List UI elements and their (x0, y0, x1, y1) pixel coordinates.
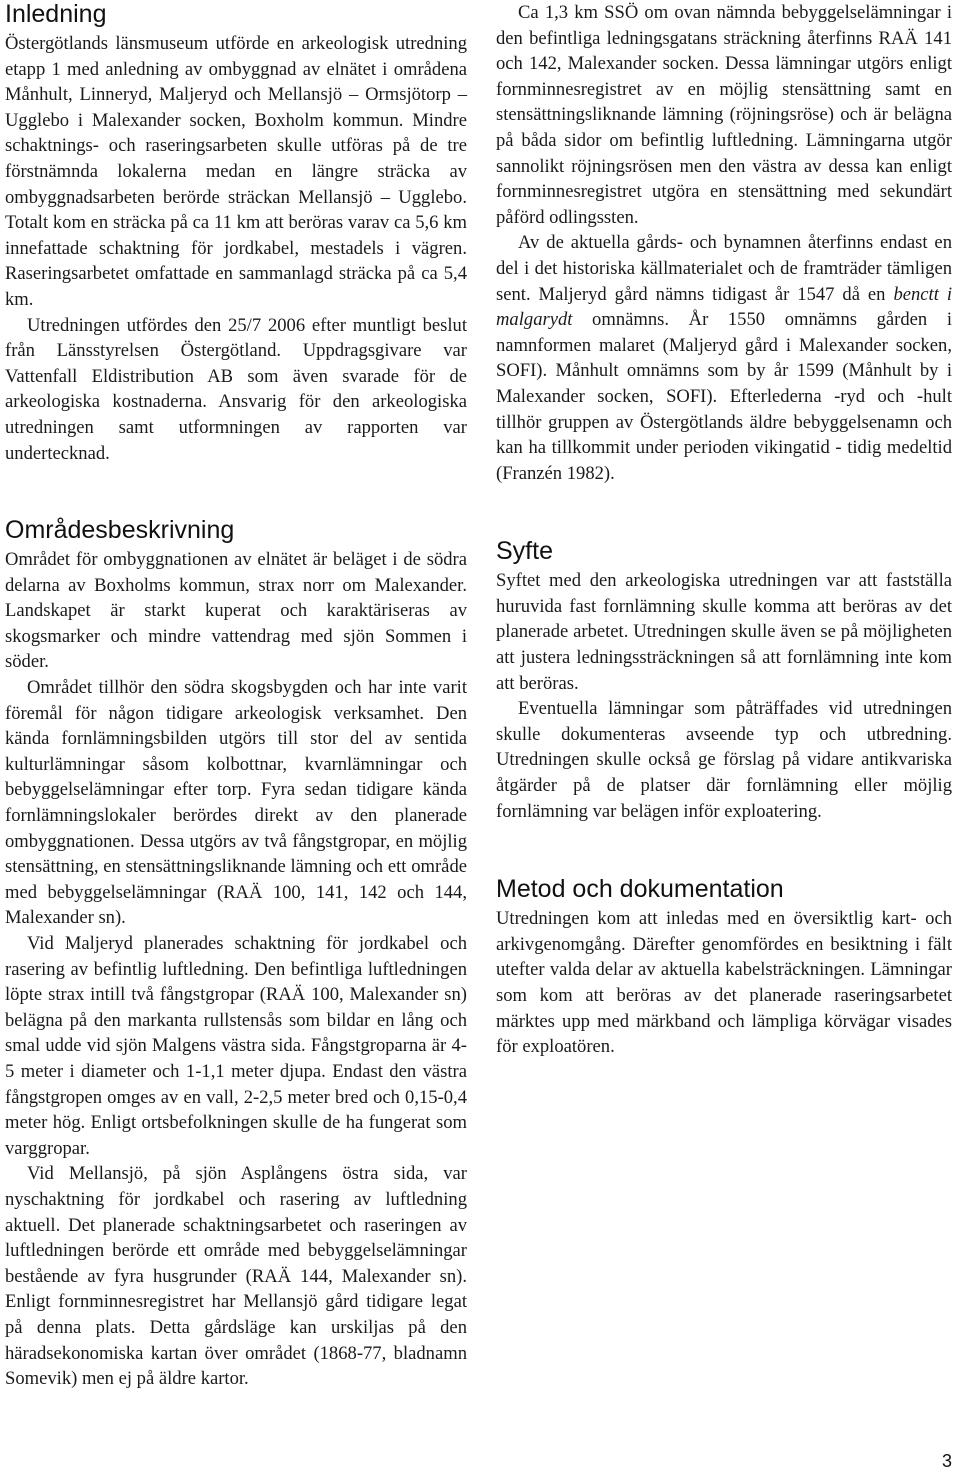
paragraph: Området tillhör den södra skogsbygden och har inte varit föremål för någon tidigare arkeologisk verksamhet. Den kända fornlämningsbilden utgörs till stor del av sentida kulturlämningar såsom kolbottnar, kvarnlämningar och bebyggelselämningar efter torp. Fyra sedan tidigare kända fornlämningslokaler berördes direkt av den planerade ombyggnationen. Dessa utgörs av två fångstgropar, en möjlig stensättning, en stensättningsliknande lämning och ett område med bebyggelselämningar (RAÄ 100, 141, 142 och 144, Malexander sn). (5, 677, 467, 929)
section-omradesbeskrivning (5, 516, 467, 1392)
text-run: Av de aktuella gårds- och bynamnen återfinns endast en del i det historiska källmaterialet och de framträder tämligen sent. Maljeryd gård nämns tidigast år 1547 då en (496, 232, 952, 305)
text-run: omnämns. År 1550 omnämns gården i namnformen malaret (Maljeryd gård i Malexander socken, SOFI). Månhult omnämns som by år 1599 (Månhult by i Malexander socken, SOFI). Efterlederna -ryd och -hult tillhör gruppen av Östergötlands äldre bebyggelsenamn och kan ha tillkommit under perioden vikingatid - tidig medeltid (Franzén 1982). (496, 309, 952, 484)
paragraph: Östergötlands länsmuseum utförde en arkeologisk utredning etapp 1 med anledning av ombyggnad av elnätet i områdena Månhult, Linneryd, Maljeryd och Mellansjö – Ormsjötorp – Ugglebo i Malexander socken, Boxholm kommun. Mindre schaktnings- och raseringsarbeten skulle utföras på de tre förstnämnda lokalerna medan en längre sträcka av ombyggnadsarbeten berörde sträckan Mellansjö – Ugglebo. Totalt kom en sträcka på ca 11 km att beröras varav ca 5,6 km innefattade schaktning för jordkabel, mestadels i vägren. Raseringsarbetet omfattade en sammanlagd sträcka på ca 5,4 km. (5, 33, 467, 310)
paragraph: Området för ombyggnationen av elnätet är beläget i de södra delarna av Boxholms kommun, strax norr om Malexander. Landskapet är starkt kuperat och karaktäriseras av skogsmarker och mindre vattendrag med sjön Sommen i söder. (5, 549, 467, 673)
section-omradesbeskrivning-cont (496, 0, 952, 486)
heading-syfte: Syfte (496, 537, 553, 566)
heading-metod: Metod och dokumentation (496, 875, 784, 904)
page-number: 3 (941, 1451, 952, 1471)
paragraph: Utredningen utfördes den 25/7 2006 efter muntligt beslut från Länsstyrelsen Östergötland. Uppdragsgivare var Vattenfall Eldistribution AB som även svarade för de arkeologiska kostnaderna. Ansvarig för den arkeologiska utredningen samt utformningen av rapporten var undertecknad. (5, 314, 467, 464)
right-column (496, 0, 952, 1060)
paragraph (496, 230, 952, 486)
heading-inledning: Inledning (5, 0, 107, 28)
paragraph: Utredningen kom att inledas med en översiktlig kart- och arkivgenomgång. Därefter genomfördes en besiktning i fält utefter valda delar av aktuella kabelsträckningen. Lämningar som kom att beröras av det planerade raseringsarbetet märktes upp med märkband och lämpliga körvägar visades för exploatören. (496, 908, 952, 1058)
section-syfte (496, 537, 952, 824)
paragraph-continued: Vid Mellansjö, på sjön Asplångens östra sida, var nyschaktning för jordkabel och rasering av luftledning aktuell. Det planerade schaktningsarbetet och raseringen av luftledningen berörde ett område med bebyggelselämningar bestående av fyra husgrunder (RAÄ 144, Malexander sn). Enligt fornminnesregistret har Mellansjö gård tidigare legat på denna plats. Detta gårdsläge kan urskiljas på den häradsekonomiska kartan över området (1868-77, bladnamn Somevik) men ej på äldre kartor. (5, 1163, 467, 1390)
paragraph: Ca 1,3 km SSÖ om ovan nämnda bebyggelselämningar i den befintliga ledningsgatans sträckning återfinns RAÄ 141 och 142, Malexander socken. Dessa lämningar utgörs enligt fornminnesregistret av en möjlig stensättning samt en stensättningsliknande lämning (röjningsröse) och är belägna på båda sidor om befintlig luftledning. Lämningarna utgör sannolikt röjningsrösen men den västra av dessa kan enligt fornminnesregistret utgöra en stensättning med sekundärt påförd odlingssten. (496, 2, 952, 228)
heading-omradesbeskrivning: Områdesbeskrivning (5, 516, 235, 545)
italic-quote: benctt i malgarydt (496, 283, 953, 331)
left-column (5, 0, 467, 1392)
section-inledning (5, 0, 467, 466)
paragraph: Syftet med den arkeologiska utredningen var att fastställa huruvida fast fornlämning skulle komma att beröras av det planerade arbetet. Utredningen skulle även se på möjligheten att justera ledningssträckningen så att fornlämning inte kom att beröras. (496, 570, 952, 694)
paragraph: Eventuella lämningar som påträffades vid utredningen skulle dokumenteras avseende typ och utbredning. Utredningen skulle också ge förslag på vidare antikvariska åtgärder på de platser där fornlämning eller möjlig fornlämning var belägen inför exploatering. (496, 698, 952, 822)
paragraph: Vid Maljeryd planerades schaktning för jordkabel och rasering av befintlig luftledning. Den befintliga luftledningen löpte strax intill två fångstgropar (RAÄ 100, Malexander sn) belägna på den markanta rullstensås som bildar en lång och smal udde vid sjön Malgens västra sida. Fångstgroparna är 4-5 meter i diameter och 1-1,1 meter djupa. Endast den västra fångstgropen omges av en vall, 2-2,5 meter bred och 0,15-0,4 meter hög. Enligt ortsbefolkningen skulle de ha fungerat som varggropar. (5, 933, 467, 1159)
section-metod (496, 875, 952, 1060)
